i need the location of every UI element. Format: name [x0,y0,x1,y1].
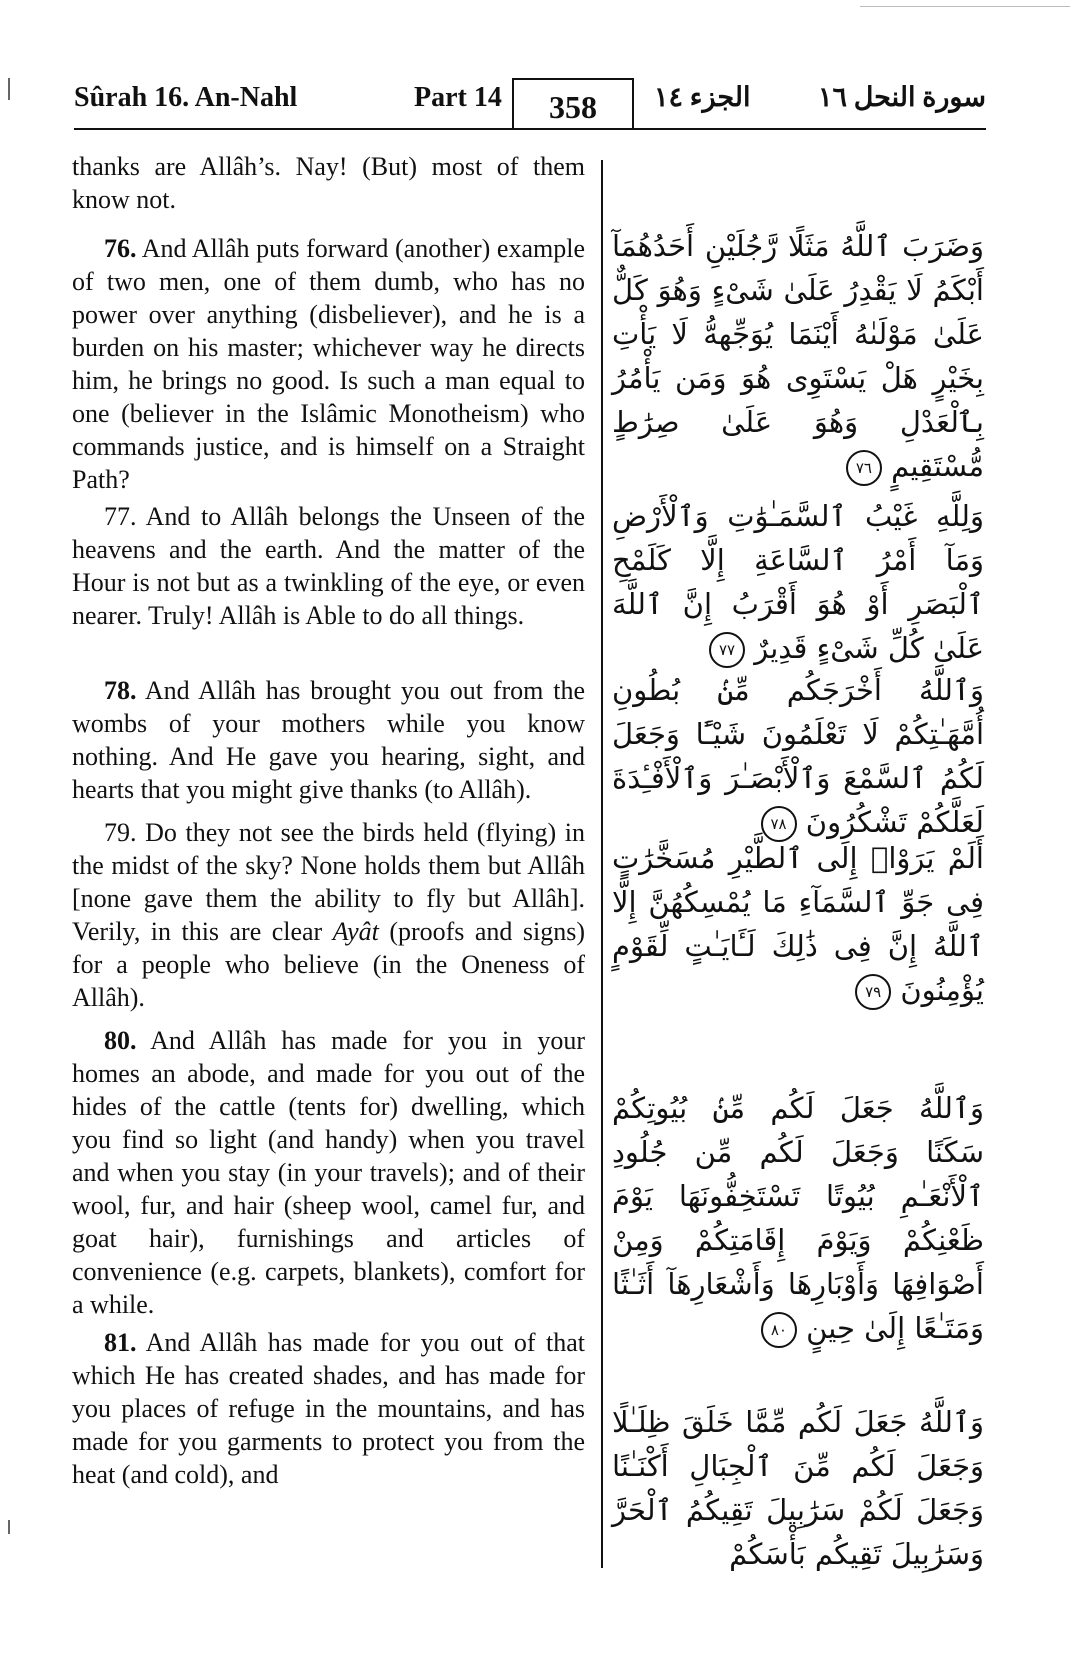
arabic-verse-80 [612,1086,984,1350]
verse-end-marker: ٨٠ [761,1312,797,1348]
ayat-term: Ayât [332,917,379,946]
arabic-verse-78 [612,668,984,844]
arabic-verse-text: وَٱللَّهُ جَعَلَ لَكُم مِّمَّا خَلَقَ ظِلَـٰلًا وَجَعَلَ لَكُم مِّنَ ٱلْجِبَالِ أَكْنَـٰنًا وَجَعَلَ لَكُمْ سَرَٰبِيلَ تَقِيكُمُ ٱلْحَرَّ وَسَرَٰبِيلَ تَقِيكُم بَأْسَكُمْ [612,1405,984,1571]
verse-number: 80. [104,1026,137,1055]
column-divider [601,160,603,1568]
verse-number: 78. [104,676,137,705]
arabic-verse-text: وَلِلَّهِ غَيْبُ ٱلسَّمَـٰوَٰتِ وَٱلْأَرْضِ وَمَآ أَمْرُ ٱلسَّاعَةِ إِلَّا كَلَمْحِ ٱلْبَصَرِ أَوْ هُوَ أَقْرَبُ إِنَّ ٱللَّهَ عَلَىٰ كُلِّ شَىْءٍ قَدِيرٌ [612,499,984,665]
arabic-verse-77 [612,494,984,670]
top-edge-rule [860,6,1070,7]
arabic-verse-text: وَٱللَّهُ أَخْرَجَكُم مِّنۢ بُطُونِ أُمَّهَـٰتِكُمْ لَا تَعْلَمُونَ شَيْـًٔا وَجَعَلَ لَكُمُ ٱلسَّمْعَ وَٱلْأَبْصَـٰرَ وَٱلْأَفْـِٔدَةَ لَعَلَّكُمْ تَشْكُرُونَ [612,673,984,839]
english-verse-78 [72,674,585,806]
scan-margin-mark [8,78,10,100]
arabic-verse-81 [612,1400,984,1576]
english-verse-81 [72,1326,585,1491]
verse-end-marker: ٧٨ [761,806,797,842]
surah-title-arabic: سورة النحل ١٦ [817,82,986,112]
page-header [74,78,986,134]
verse-text: Do they not see the birds held (flying) in the midst of the sky? None holds them but Allâh [none gave them the ability to fly but Allâh]. Verily, in this are clear [72,818,585,946]
surah-title-english: Sûrah 16. An-Nahl [74,82,298,113]
verse-text: (proofs and signs) for a people who believe (in the Oneness of Allâh). [72,917,585,1012]
verse-end-marker: ٧٦ [846,450,882,486]
part-label-english: Part 14 [414,82,502,113]
verse-number: 79. [104,818,137,847]
header-rule [74,128,986,130]
arabic-verse-text: أَلَمْ يَرَوْا۟ إِلَى ٱلطَّيْرِ مُسَخَّرَٰتٍ فِى جَوِّ ٱلسَّمَآءِ مَا يُمْسِكُهُنَّ إِلَّا ٱللَّهُ إِنَّ فِى ذَٰلِكَ لَـَٔايَـٰتٍ لِّقَوْمٍ يُؤْمِنُونَ [612,841,984,1007]
arabic-verse-76 [612,224,984,488]
part-label-arabic: الجزء ١٤ [654,82,751,112]
english-verse-80 [72,1024,585,1321]
verse-text: And Allâh puts forward (another) example of two men, one of them dumb, who has no power over anything (disbeliever), and he is a burden on his master; whichever way he directs him, he brings no good. Is such a man equal to one (believer in the Islâmic Monotheism) who commands justice, and is himself on a Straight Path? [72,234,585,494]
scan-margin-mark [8,1520,10,1534]
english-continuation: thanks are Allâh’s. Nay! (But) most of them know not. [72,152,585,214]
verse-text: And Allâh has brought you out from the wombs of your mothers while you know nothing. And He gave you hearing, sight, and hearts that you might give thanks (to Allâh). [72,676,585,804]
page-number: 358 [512,78,634,130]
verse-end-marker: ٧٧ [709,632,745,668]
arabic-verse-79 [612,836,984,1012]
verse-number: 81. [104,1328,137,1357]
verse-number: 77. [104,502,137,531]
arabic-verse-text: وَضَرَبَ ٱللَّهُ مَثَلًا رَّجُلَيْنِ أَحَدُهُمَآ أَبْكَمُ لَا يَقْدِرُ عَلَىٰ شَىْءٍ وَهُوَ كَلٌّ عَلَىٰ مَوْلَىٰهُ أَيْنَمَا يُوَجِّههُّ لَا يَأْتِ بِخَيْرٍ هَلْ يَسْتَوِى هُوَ وَمَن يَأْمُرُ بِٱلْعَدْلِ وَهُوَ عَلَىٰ صِرَٰطٍ مُّسْتَقِيمٍ [612,229,984,483]
verse-text: And to Allâh belongs the Unseen of the heavens and the earth. And the matter of the Hour is not but as a twinkling of the eye, or even nearer. Truly! Allâh is Able to do all things. [72,502,585,630]
english-verse-76 [72,232,585,496]
verse-text: And Allâh has made for you in your homes an abode, and made for you out of the hides of the cattle (tents for) dwelling, which you find so light (and handy) when you travel and when you stay (in your travels); and of their wool, fur, and hair (sheep wool, camel fur, and goat hair), furnishings and articles of convenience (e.g. carpets, blankets), comfort for a while. [72,1026,585,1319]
english-verse-79 [72,816,585,1014]
arabic-verse-text: وَٱللَّهُ جَعَلَ لَكُم مِّنۢ بُيُوتِكُمْ سَكَنًا وَجَعَلَ لَكُم مِّن جُلُودِ ٱلْأَنْعَـٰمِ بُيُوتًا تَسْتَخِفُّونَهَا يَوْمَ ظَعْنِكُمْ وَيَوْمَ إِقَامَتِكُمْ وَمِنْ أَصْوَافِهَا وَأَوْبَارِهَا وَأَشْعَارِهَآ أَثَـٰثًا وَمَتَـٰعًا إِلَىٰ حِينٍ [612,1091,984,1345]
english-verse-77 [72,500,585,632]
verse-number: 76. [104,234,137,263]
verse-text: And Allâh has made for you out of that which He has created shades, and has made for you places of refuge in the mountains, and has made for you garments to protect you from the heat (and cold), and [72,1328,585,1489]
verse-end-marker: ٧٩ [855,974,891,1010]
